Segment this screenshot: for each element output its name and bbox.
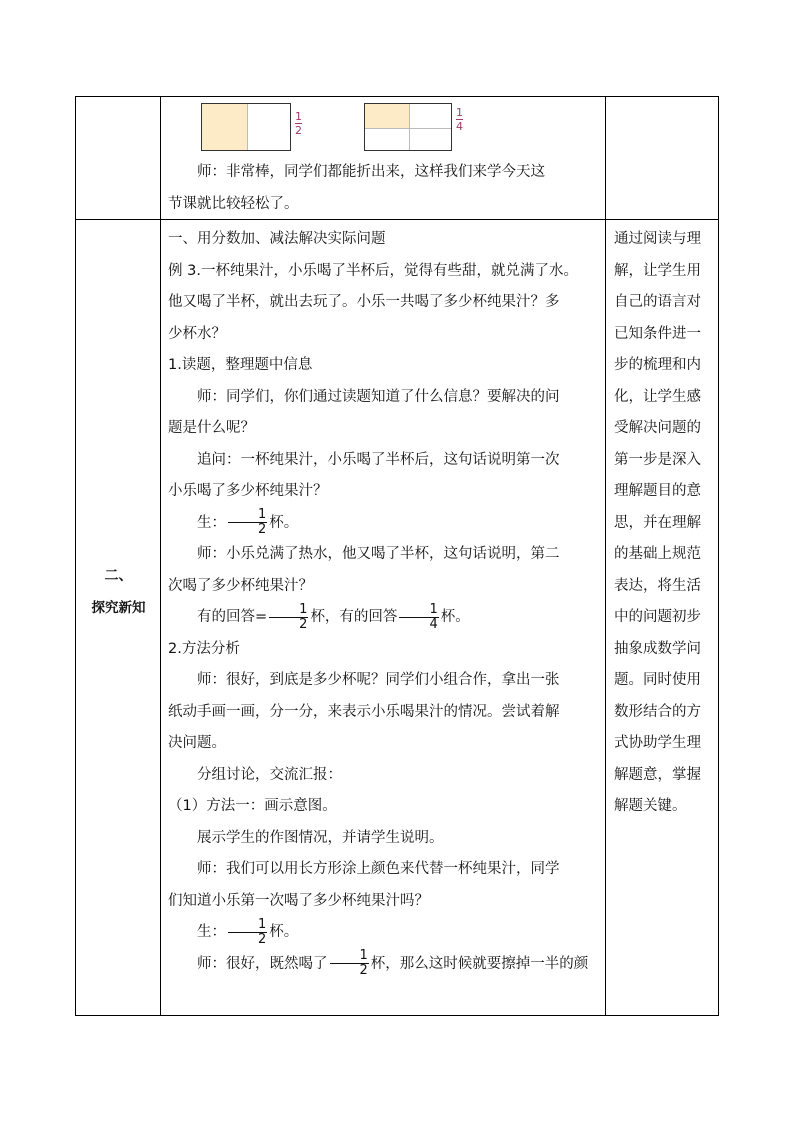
text-line: 次喝了多少杯纯果汁？ [168,577,313,594]
fraction-label-quarter: 1 4 [456,106,463,133]
fraction: $\frac{1}{4}$ [399,603,438,632]
note-line: 解题关键。 [614,798,687,814]
text-line: 节课就比较轻松了。 [168,195,299,212]
stage-cell-empty [76,97,161,220]
stage-cell [76,220,161,1016]
note-line: 中的问题初步 [614,609,701,625]
text-line: 师：很好，既然喝了 $\frac{1}{2}$ 杯，那么这时候就要擦掉一半的颜 [197,948,589,978]
note-line: 表达，将生活 [614,577,701,594]
note-line: 的基础上规范 [614,546,701,562]
note-line: 解，让学生用 [614,262,701,279]
fraction: $\frac{1}{2}$ [269,603,308,632]
text-line: 例 3.一杯纯果汁，小乐喝了半杯后，觉得有些甜，就兑满了水。 [168,262,578,279]
section-heading: 一、用分数加、减法解决实际问题 [168,231,386,247]
sub-heading: 2.方法分析 [168,640,240,657]
text-line: 追问：一杯纯果汁，小乐喝了半杯后，这句话说明第一次 [197,451,560,468]
lesson-plan-table [75,96,719,1016]
stage-title: 探究新知 [91,600,146,616]
note-line: 解题意，掌握 [614,766,701,783]
content-cell [161,97,606,220]
note-line: 抽象成数学问 [614,640,701,657]
note-line: 题。同时使用 [614,672,701,688]
note-line: 化，让学生感 [614,388,701,405]
notes-cell [606,220,719,1016]
table-row [76,97,719,220]
sub-heading: 1.读题，整理题中信息 [168,357,313,373]
fraction: $\frac{1}{2}$ [228,918,267,947]
note-line: 已知条件进一 [614,325,701,342]
quarter-shaded-rectangle [364,103,452,151]
text-line: 师：很好，到底是多少杯呢？同学们小组合作，拿出一张 [197,672,560,688]
note-line: 理解题目的意 [614,483,701,499]
notes-cell-empty [606,97,719,220]
table-row [76,220,719,1016]
text-line: 有的回答= $\frac{1}{2}$ 杯，有的回答 $\frac{1}{4}$ 杯。 [197,601,470,632]
content-cell [161,220,606,1016]
text-line: 们知道小乐第一次喝了多少杯纯果汁吗？ [168,892,429,909]
text-line: 分组讨论，交流汇报： [197,766,342,783]
note-line: 式协助学生理 [614,735,701,751]
text-line: 少杯水？ [168,325,226,342]
text-line: 生： $\frac{1}{2}$ 杯。 [197,916,299,947]
note-line: 思，并在理解 [614,514,701,531]
fraction: $\frac{1}{2}$ [330,949,369,978]
text-line: 题是什么呢？ [168,420,255,436]
fraction: $\frac{1}{2}$ [228,508,267,537]
note-line: 自己的语言对 [614,294,701,310]
note-line: 第一步是深入 [614,451,701,468]
half-shaded-rectangle [201,103,291,151]
text-line: 师：我们可以用长方形涂上颜色来代替一杯纯果汁，同学 [197,861,560,877]
stage-number: 二、 [104,568,133,584]
text-line: 展示学生的作图情况，并请学生说明。 [197,829,444,846]
fraction-label-half: 1 2 [295,110,302,137]
text-line: （1）方法一：画示意图。 [168,798,337,814]
text-line: 决问题。 [168,735,226,751]
note-line: 受解决问题的 [614,420,701,436]
fraction-figures [168,101,597,157]
text-line: 纸动手画一画，分一分，来表示小乐喝果汁的情况。尝试着解 [168,703,560,720]
text-line: 他又喝了半杯，就出去玩了。小乐一共喝了多少杯纯果汁？多 [168,294,560,310]
text-line: 生： $\frac{1}{2}$ 杯。 [197,507,299,537]
note-line: 数形结合的方 [614,703,701,720]
text-line: 小乐喝了多少杯纯果汁？ [168,483,328,499]
text-line: 师：小乐兑满了热水，他又喝了半杯，这句话说明，第二 [197,546,560,562]
text-line: 师：非常棒，同学们都能折出来，这样我们来学今天这 [197,164,545,180]
text-line: 师：同学们，你们通过读题知道了什么信息？要解决的问 [197,388,560,405]
note-line: 通过阅读与理 [614,231,701,247]
note-line: 步的梳理和内 [614,357,701,373]
